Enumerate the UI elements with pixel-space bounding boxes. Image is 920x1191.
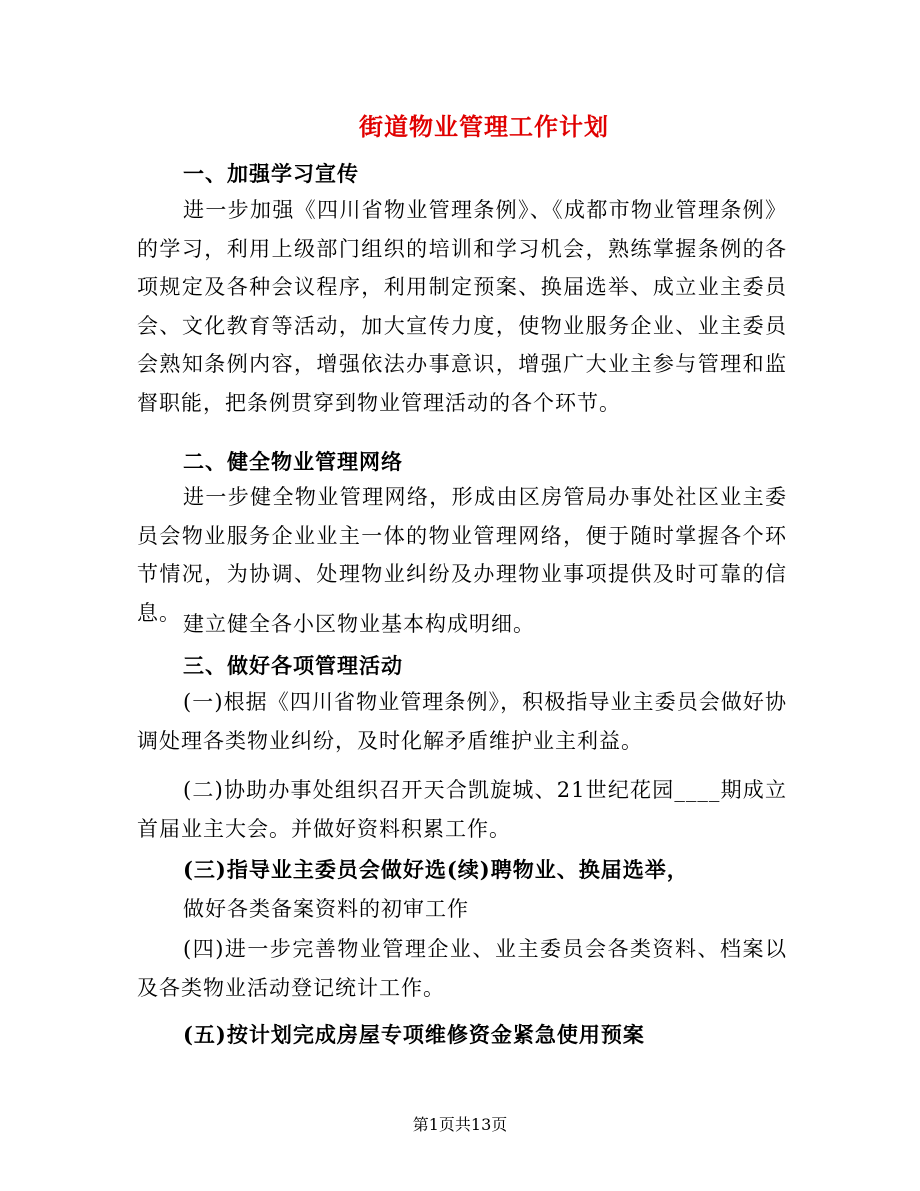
section-1-paragraph: 进一步加强《四川省物业管理条例》、《成都市物业管理条例》的学习，利用上级部门组织的培训和学习机会，熟练掌握条例的各项规定及各种会议程序，利用制定预案、换届选举、成立业主委员会、文化教育等活动，加大宣传力度，使物业服务企业、业主委员会熟知条例内容，增强依法办事意识，增强广大业主参与管理和监督职能，把条例贯穿到物业管理活动的各个环节。 <box>137 198 787 415</box>
document-title: 街道物业管理工作计划 <box>359 112 609 141</box>
section-3-item-2: (二)协助办事处组织召开天合凯旋城、21世纪花园____期成立首届业主大会。并做好资料积累工作。 <box>137 778 787 841</box>
section-2-paragraph: 进一步健全物业管理网络，形成由区房管局办事处社区业主委员会物业服务企业业主一体的物业管理网络，便于随时掌握各个环节情况，为协调、处理物业纠纷及办理物业事项提供及时可靠的信息。 <box>137 485 787 625</box>
section-2-paragraph-2: 建立健全各小区物业基本构成明细。 <box>183 612 535 636</box>
section-3-item-1: (一)根据《四川省物业管理条例》，积极指导业主委员会做好协调处理各类物业纠纷，及时化解矛盾维护业主利益。 <box>137 690 787 753</box>
section-3-item-4: (四)进一步完善物业管理企业、业主委员会各类资料、档案以及各类物业活动登记统计工作。 <box>137 937 787 1000</box>
section-3-item-3: (三)指导业主委员会做好选(续)聘物业、换届选举， <box>183 857 689 882</box>
section-heading-3: 三、做好各项管理活动 <box>183 653 403 678</box>
page-number-footer: 第1页共13页 <box>412 1115 508 1134</box>
section-heading-2: 二、健全物业管理网络 <box>183 449 403 474</box>
section-heading-1: 一、加强学习宣传 <box>183 161 359 186</box>
section-3-item-5: (五)按计划完成房屋专项维修资金紧急使用预案 <box>183 1022 645 1047</box>
section-3-item-3-continued: 做好各类备案资料的初审工作 <box>183 897 469 921</box>
